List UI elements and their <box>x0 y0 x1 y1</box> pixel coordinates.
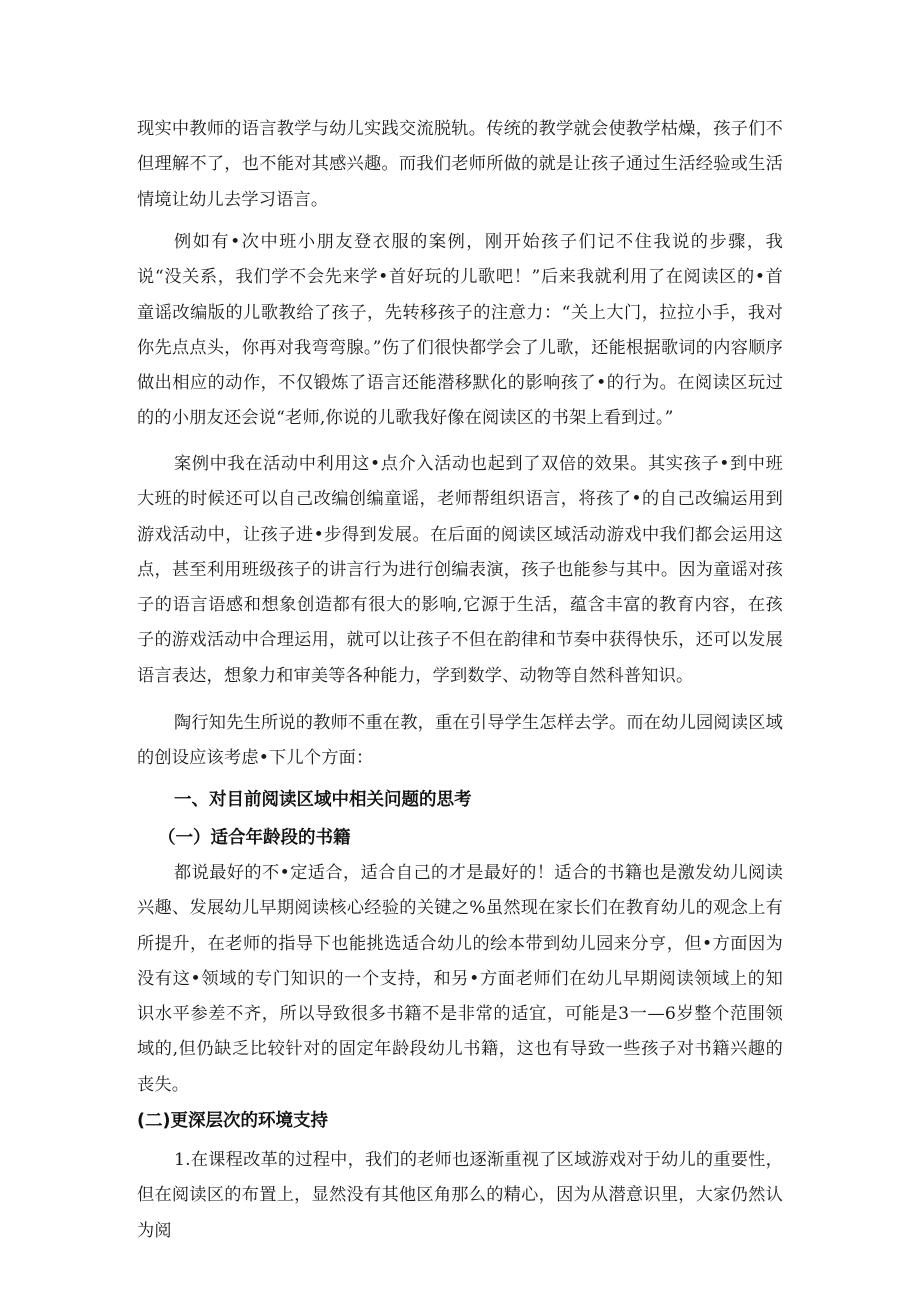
paragraph-6: 1.在课程改革的过程中，我们的老师也逐渐重视了区域游戏对于幼儿的重要性，但在阅读区的布置上，显然没有其他区角那么的精心，因为从潜意识里，大家仍然认为阅 <box>137 1150 783 1241</box>
section-heading: 一、对目前阅读区域中相关问题的思考 <box>174 790 472 810</box>
subsection-heading-2: (二)更深层次的环境支持 <box>137 1111 328 1131</box>
paragraph-2: 例如有•次中班小朋友登衣服的案例，刚开始孩子们记不住我说的步骤，我说“没关系，我们学不会先来学•首好玩的儿歌吧！”后来我就利用了在阅读区的•首童谣改编版的儿歌教给了孩子，先转移孩子的注意力：“关上大门，拉拉小手，我对你先点点头，你再对我弯弯腺。”伤了们很快都学会了儿歌，还能根据歌词的内容顺序做出相应的动作，不仅锻炼了语言还能潜移默化的影响孩了•的行为。在阅读区玩过的的小朋友还会说“老师,你说的儿歌我好像在阅读区的书架上看到过。” <box>137 232 783 429</box>
paragraph-3: 案例中我在活动中利用这•点介入活动也起到了双倍的效果。其实孩子•到中班大班的时候还可以自己改编创编童谣，老师帮组织语言，将孩了•的自己改编运用到游戏活动中，让孩子进•步得到发展。在后面的阅读区域活动游戏中我们都会运用这点，甚至利用班级孩子的讲言行为进行创编表演，孩子也能参与其中。因为童谣对孩子的语言语感和想象创造都有很大的影响,它源于生活，蕴含丰富的教育内容，在孩子的游戏活动中合理运用，就可以让孩子不但在韵律和节奏中获得快乐，还可以发展语言表达，想象力和审美等各种能力，学到数学、动物等自然科普知识。 <box>137 454 783 686</box>
paragraph-4: 陶行知先生所说的教师不重在教，重在引导学生怎样去学。而在幼儿园阅读区域的创设应该考虑•下儿个方面： <box>137 713 783 769</box>
paragraph-1: 现实中教师的语言教学与幼儿实践交流脱轨。传统的教学就会使教学枯燥，孩子们不但理解不了，也不能对其感兴趣。而我们老师所做的就是让孩子通过生活经验或生活情境让幼儿去学习语言。 <box>137 119 783 210</box>
subsection-heading-1: （一）适合年龄段的书籍 <box>158 828 351 848</box>
paragraph-5: 都说最好的不•定适合，适合自己的才是最好的！适合的书籍也是激发幼儿阅读兴趣、发展幼儿早期阅读核心经验的关键之%虽然现在家长们在教育幼儿的观念上有所提升，在老师的指导下也能挑选适合幼儿的绘本带到幼儿园来分亨，但•方面因为没有这•领域的专门知识的一个支持，和另•方面老师们在幼儿早期阅读领域上的知识水平参差不齐，所以导致很多书籍不是非常的适宜，可能是3一—6岁整个范围领域的,但仍缺乏比较针对的固定年龄段幼儿书籍，这也有导致一些孩子对书籍兴趣的丧失。 <box>137 863 783 1095</box>
